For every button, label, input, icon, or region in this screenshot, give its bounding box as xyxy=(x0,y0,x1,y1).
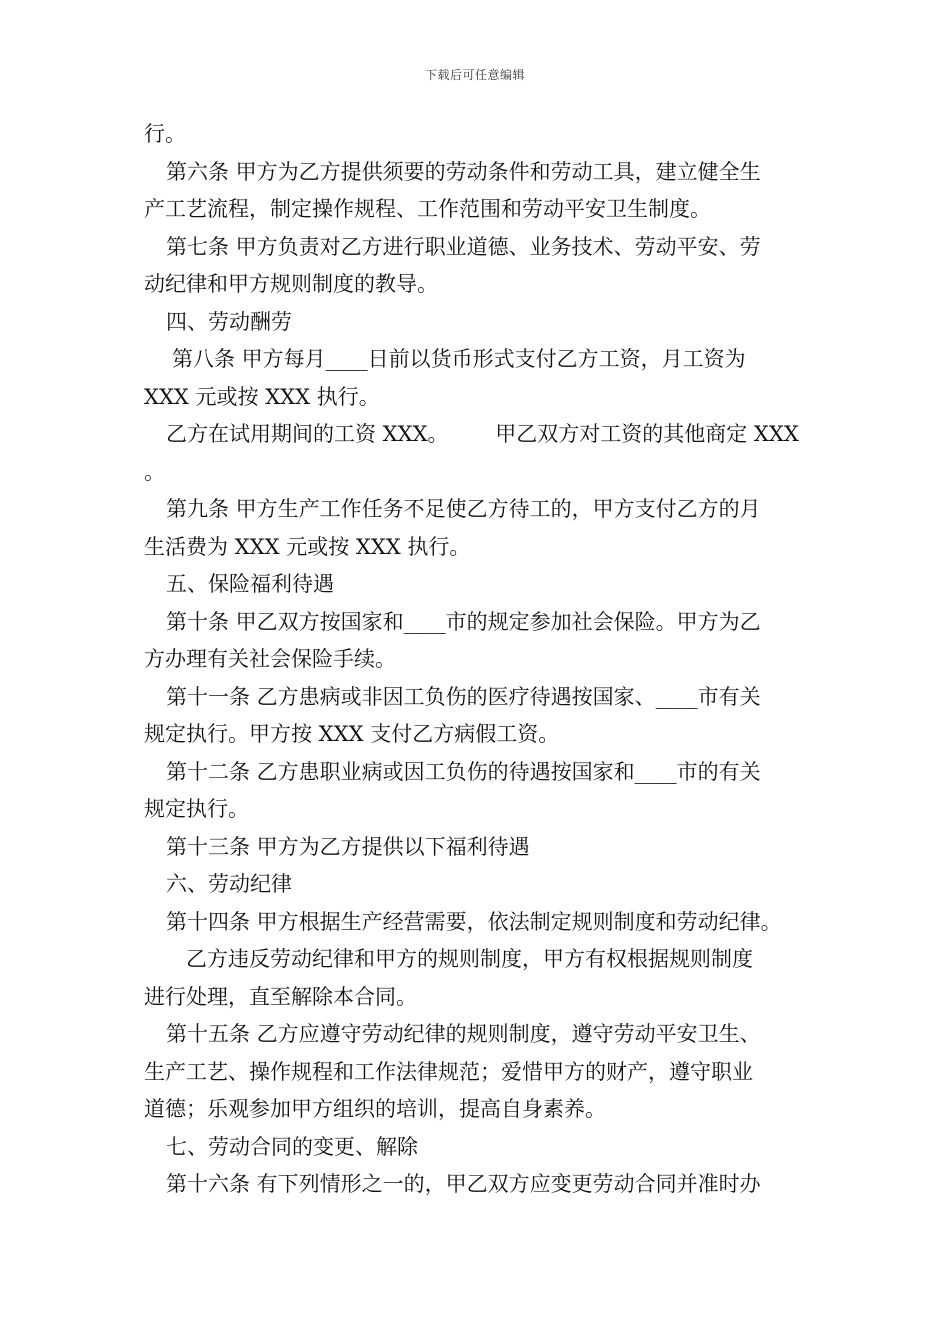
text-line: 动纪律和甲方规则制度的教导。 xyxy=(144,272,438,296)
text-line: 规定执行。甲方按 XXX 支付乙方病假工资。 xyxy=(144,722,560,746)
text-line: XXX 元或按 XXX 执行。 xyxy=(144,384,380,409)
text-line: 第九条 甲方生产工作任务不足使乙方待工的，甲方支付乙方的月 xyxy=(166,497,761,521)
text-line: 第十条 甲乙双方按国家和____市的规定参加社会保险。甲方为乙 xyxy=(166,609,761,634)
document-body xyxy=(144,116,814,1204)
text-line: 第十二条 乙方患职业病或因工负伤的待遇按国家和____市的有关 xyxy=(166,759,761,784)
page-header: 下载后可任意编辑 xyxy=(424,68,525,82)
text-line: 生产工艺、操作规程和工作法律规范；爱惜甲方的财产，遵守职业 xyxy=(144,1059,753,1084)
text-line: 。 xyxy=(144,459,165,484)
text-line: 第七条 甲方负责对乙方进行职业道德、业务技术、劳动平安、劳 xyxy=(166,234,761,259)
text-line: 第六条 甲方为乙方提供须要的劳动条件和劳动工具，建立健全生 xyxy=(166,159,761,184)
text-line: 第十四条 甲方根据生产经营需要，依法制定规则制度和劳动纪律。 xyxy=(166,909,782,934)
section-heading: 五、保险福利待遇 xyxy=(166,572,334,596)
text-line: 方办理有关社会保险手续。 xyxy=(144,647,396,671)
text-line: 道德；乐观参加甲方组织的培训，提高自身素养。 xyxy=(144,1097,606,1121)
text-line: 行。 xyxy=(144,122,186,146)
section-heading: 四、劳动酬劳 xyxy=(166,309,292,334)
text-line: 乙方在试用期间的工资 XXX。 甲乙双方对工资的其他商定 XXX xyxy=(166,422,799,446)
text-line: 第十三条 甲方为乙方提供以下福利待遇 xyxy=(166,834,530,859)
text-line: 第十一条 乙方患病或非因工负伤的医疗待遇按国家、____市有关 xyxy=(166,684,761,709)
section-heading: 七、劳动合同的变更、解除 xyxy=(166,1134,418,1159)
text-line: 第十六条 有下列情形之一的，甲乙双方应变更劳动合同并准时办 xyxy=(166,1172,761,1196)
text-line: 第八条 甲方每月____日前以货币形式支付乙方工资，月工资为 xyxy=(172,347,746,371)
text-line: 规定执行。 xyxy=(144,797,249,821)
section-heading: 六、劳动纪律 xyxy=(166,872,292,896)
text-line: 产工艺流程，制定操作规程、工作范围和劳动平安卫生制度。 xyxy=(144,197,711,221)
text-line: 乙方违反劳动纪律和甲方的规则制度，甲方有权根据规则制度 xyxy=(186,947,753,971)
text-line: 第十五条 乙方应遵守劳动纪律的规则制度，遵守劳动平安卫生、 xyxy=(166,1022,761,1046)
text-line: 进行处理，直至解除本合同。 xyxy=(144,984,417,1009)
text-line: 生活费为 XXX 元或按 XXX 执行。 xyxy=(144,534,471,559)
